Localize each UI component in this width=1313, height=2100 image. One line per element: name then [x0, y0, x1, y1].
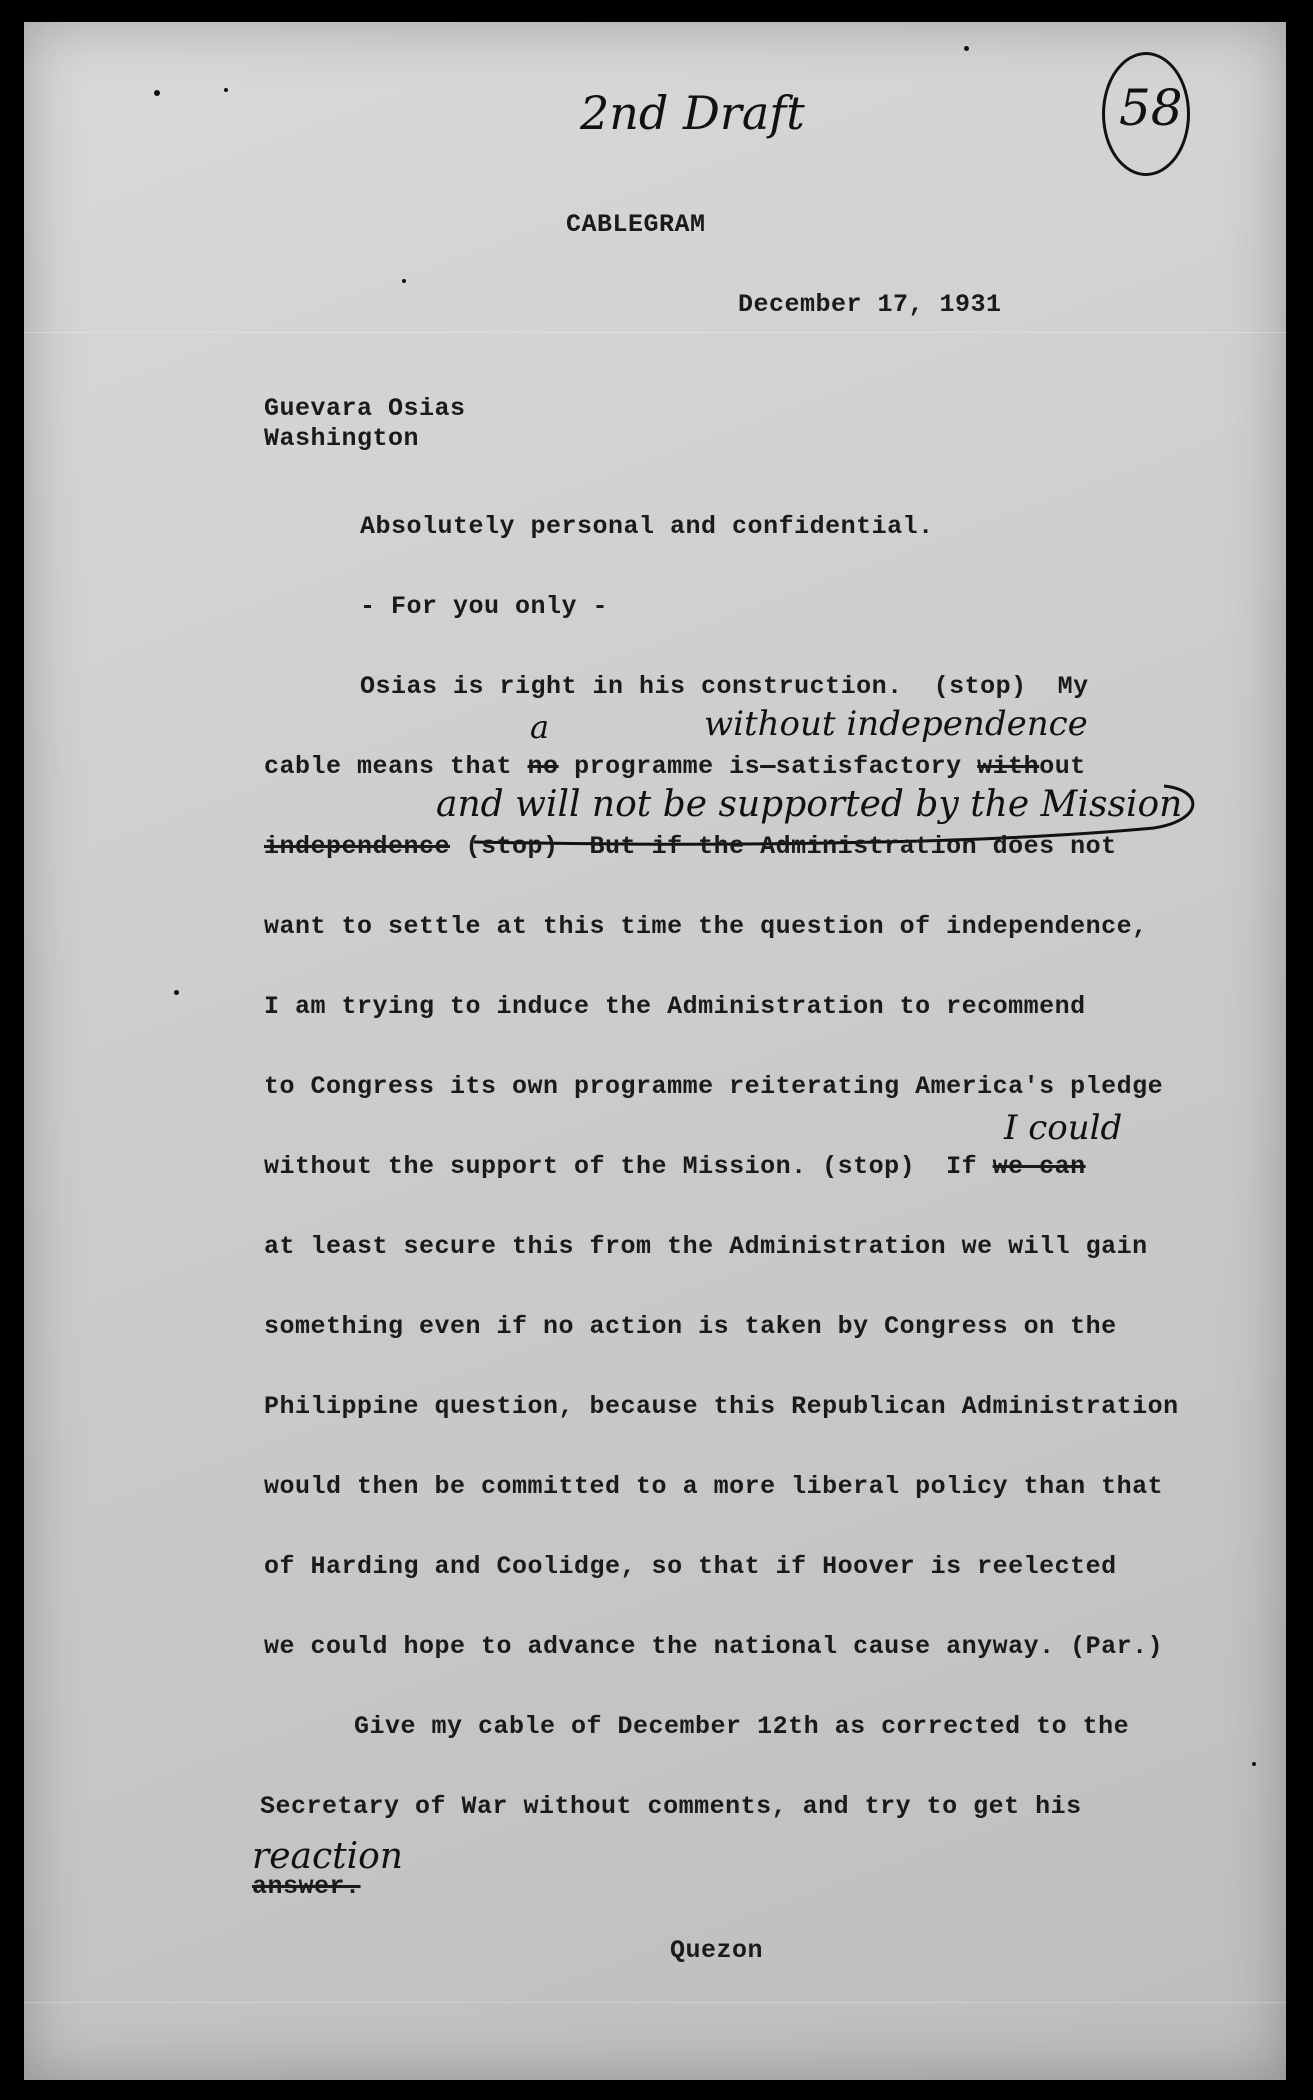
insert-without-independence: without independence [704, 704, 1088, 744]
body-line-3 [264, 832, 1117, 861]
body-line-6: to Congress its own programme reiterating America's pledge [264, 1072, 1164, 1101]
line7-text: without the support of the Mission. (stop) If [264, 1152, 993, 1181]
insert-i-could: I could [1004, 1108, 1123, 1148]
speck [1252, 1762, 1256, 1766]
line2-text-c: satisfactory [775, 752, 978, 781]
line2-text-b: programme is [558, 752, 761, 781]
signature: Quezon [670, 1936, 764, 1965]
body-line-9: something even if no action is taken by Congress on the [264, 1312, 1117, 1341]
body-line-14: Give my cable of December 12th as corrected to the [354, 1712, 1130, 1741]
line3-text: (stop) But if the Administration does not [450, 832, 1117, 861]
body-line-4: want to settle at this time the question of independence, [264, 912, 1148, 941]
body-line-8: at least secure this from the Administration we will gain [264, 1232, 1148, 1261]
body-line-15: Secretary of War without comments, and try to get his [260, 1792, 1082, 1821]
struck-words-we-can: we can [992, 1152, 1086, 1181]
struck-word-independence: independence [264, 832, 451, 861]
struck-word-answer: answer. [252, 1872, 361, 1901]
speck [402, 279, 406, 283]
line2-text-a: cable means that [264, 752, 528, 781]
scan-line [24, 2002, 1286, 2003]
insert-reaction: reaction [252, 1836, 403, 1877]
addressee-name: Guevara Osias [264, 394, 466, 423]
speck [174, 990, 179, 995]
struck-word-with: with [977, 752, 1040, 781]
for-you-line: - For you only - [360, 592, 609, 621]
speck [964, 46, 969, 51]
date: December 17, 1931 [738, 290, 1002, 319]
page-number: 58 [1119, 79, 1183, 137]
body-line-1: Osias is right in his construction. (stop) My [360, 672, 1089, 701]
line2-text-d: out [1039, 752, 1086, 781]
body-line-16 [252, 1872, 361, 1901]
body-line-13: we could hope to advance the national cause anyway. (Par.) [264, 1632, 1164, 1661]
body-line-2 [264, 752, 1086, 781]
body-line-10: Philippine question, because this Republican Administration [264, 1392, 1179, 1421]
struck-word-no: no [527, 752, 559, 781]
document-page [24, 22, 1286, 2080]
insert-mission: and will not be supported by the Mission [436, 784, 1183, 825]
speck [154, 90, 160, 96]
speck [224, 88, 228, 92]
body-line-11: would then be committed to a more liberal policy than that [264, 1472, 1164, 1501]
body-line-5: I am trying to induce the Administration to recommend [264, 992, 1086, 1021]
body-line-7 [264, 1152, 1086, 1181]
struck-mark: - [760, 752, 776, 781]
draft-note: 2nd Draft [580, 86, 805, 140]
confidential-line: Absolutely personal and confidential. [360, 512, 934, 541]
scan-line [24, 332, 1286, 333]
body-line-12: of Harding and Coolidge, so that if Hoover is reelected [264, 1552, 1117, 1581]
page-title: CABLEGRAM [566, 210, 706, 239]
addressee-city: Washington [264, 424, 420, 453]
insert-a: a [530, 708, 550, 746]
page-number-circle [1102, 52, 1190, 176]
